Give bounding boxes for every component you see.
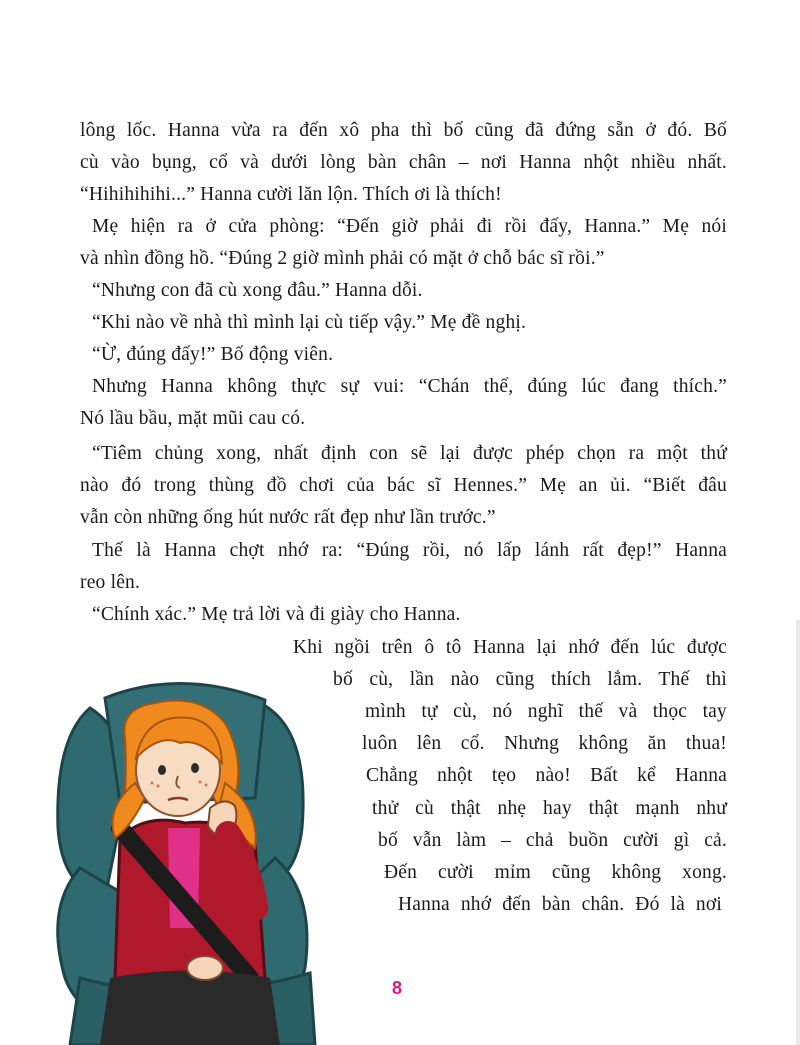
freckle [199, 781, 202, 784]
left-eye [158, 765, 166, 775]
text-line: “Nhưng con đã cù xong đâu.” Hanna dỗi. [92, 280, 423, 301]
wrap-text-line: mình tự cù, nó nghĩ thế và thọc tay [365, 701, 727, 722]
text-line: Nhưng Hanna không thực sự vui: “Chán thế, đúng lúc đang thích.” [92, 376, 727, 397]
freckle [205, 784, 208, 787]
left-hand [187, 956, 223, 980]
text-line: cù vào bụng, cổ và dưới lòng bàn chân – nơi Hanna nhột nhiều nhất. [80, 152, 727, 173]
text-line: “Khi nào về nhà thì mình lại cù tiếp vậy.” Mẹ đề nghị. [92, 312, 527, 333]
text-line: Nó lầu bầu, mặt mũi cau có. [80, 408, 306, 429]
text-line: “Hihihihihi...” Hanna cười lăn lộn. Thích ơi là thích! [80, 184, 502, 205]
wrap-text-line: Khi ngồi trên ô tô Hanna lại nhớ đến lúc được [293, 637, 727, 658]
legs [100, 971, 280, 1045]
text-line: Thế là Hanna chợt nhớ ra: “Đúng rồi, nó lấp lánh rất đẹp!” Hanna [92, 540, 727, 561]
wrap-text-line: Chẳng nhột tẹo nào! Bất kể Hanna [366, 765, 727, 786]
wrap-text-line: Đến cười mỉm cũng không xong. [384, 862, 727, 883]
text-line: “Tiêm chủng xong, nhất định con sẽ lại được phép chọn ra một thứ [92, 443, 727, 464]
wrap-text-line: bố cù, lần nào cũng thích lắm. Thế thì [333, 669, 727, 690]
hanna-car-seat-illustration [50, 678, 330, 1045]
wrap-text-line: luôn lên cổ. Nhưng không ăn thua! [362, 733, 727, 754]
text-line: “Chính xác.” Mẹ trả lời và đi giày cho Hanna. [92, 604, 461, 625]
freckle [151, 782, 154, 785]
wrap-text-line: thử cù thật nhẹ hay thật mạnh như [372, 798, 727, 819]
text-line: nào đó trong thùng đồ chơi của bác sĩ Hennes.” Mẹ an ủi. “Biết đâu [80, 475, 727, 496]
page-edge-shadow [796, 620, 800, 1045]
text-line: “Ừ, đúng đấy!” Bố động viên. [92, 344, 334, 365]
text-line: vẫn còn những ống hút nước rất đẹp như lần trước.” [80, 507, 496, 528]
text-line: lông lốc. Hanna vừa ra đến xô pha thì bố cũng đã đứng sẵn ở đó. Bố [80, 120, 727, 141]
wrap-text-line: Hanna nhớ đến bàn chân. Đó là nơi [398, 894, 722, 915]
text-line: Mẹ hiện ra ở cửa phòng: “Đến giờ phải đi rồi đấy, Hanna.” Mẹ nói [92, 216, 727, 237]
text-line: và nhìn đồng hồ. “Đúng 2 giờ mình phải có mặt ở chỗ bác sĩ rồi.” [80, 248, 605, 269]
wrap-text-line: bố vẫn làm – chả buồn cười gì cả. [378, 830, 727, 851]
page-number: 8 [392, 978, 403, 998]
right-eye [191, 763, 199, 773]
text-line: reo lên. [80, 572, 141, 593]
freckle [157, 785, 160, 788]
